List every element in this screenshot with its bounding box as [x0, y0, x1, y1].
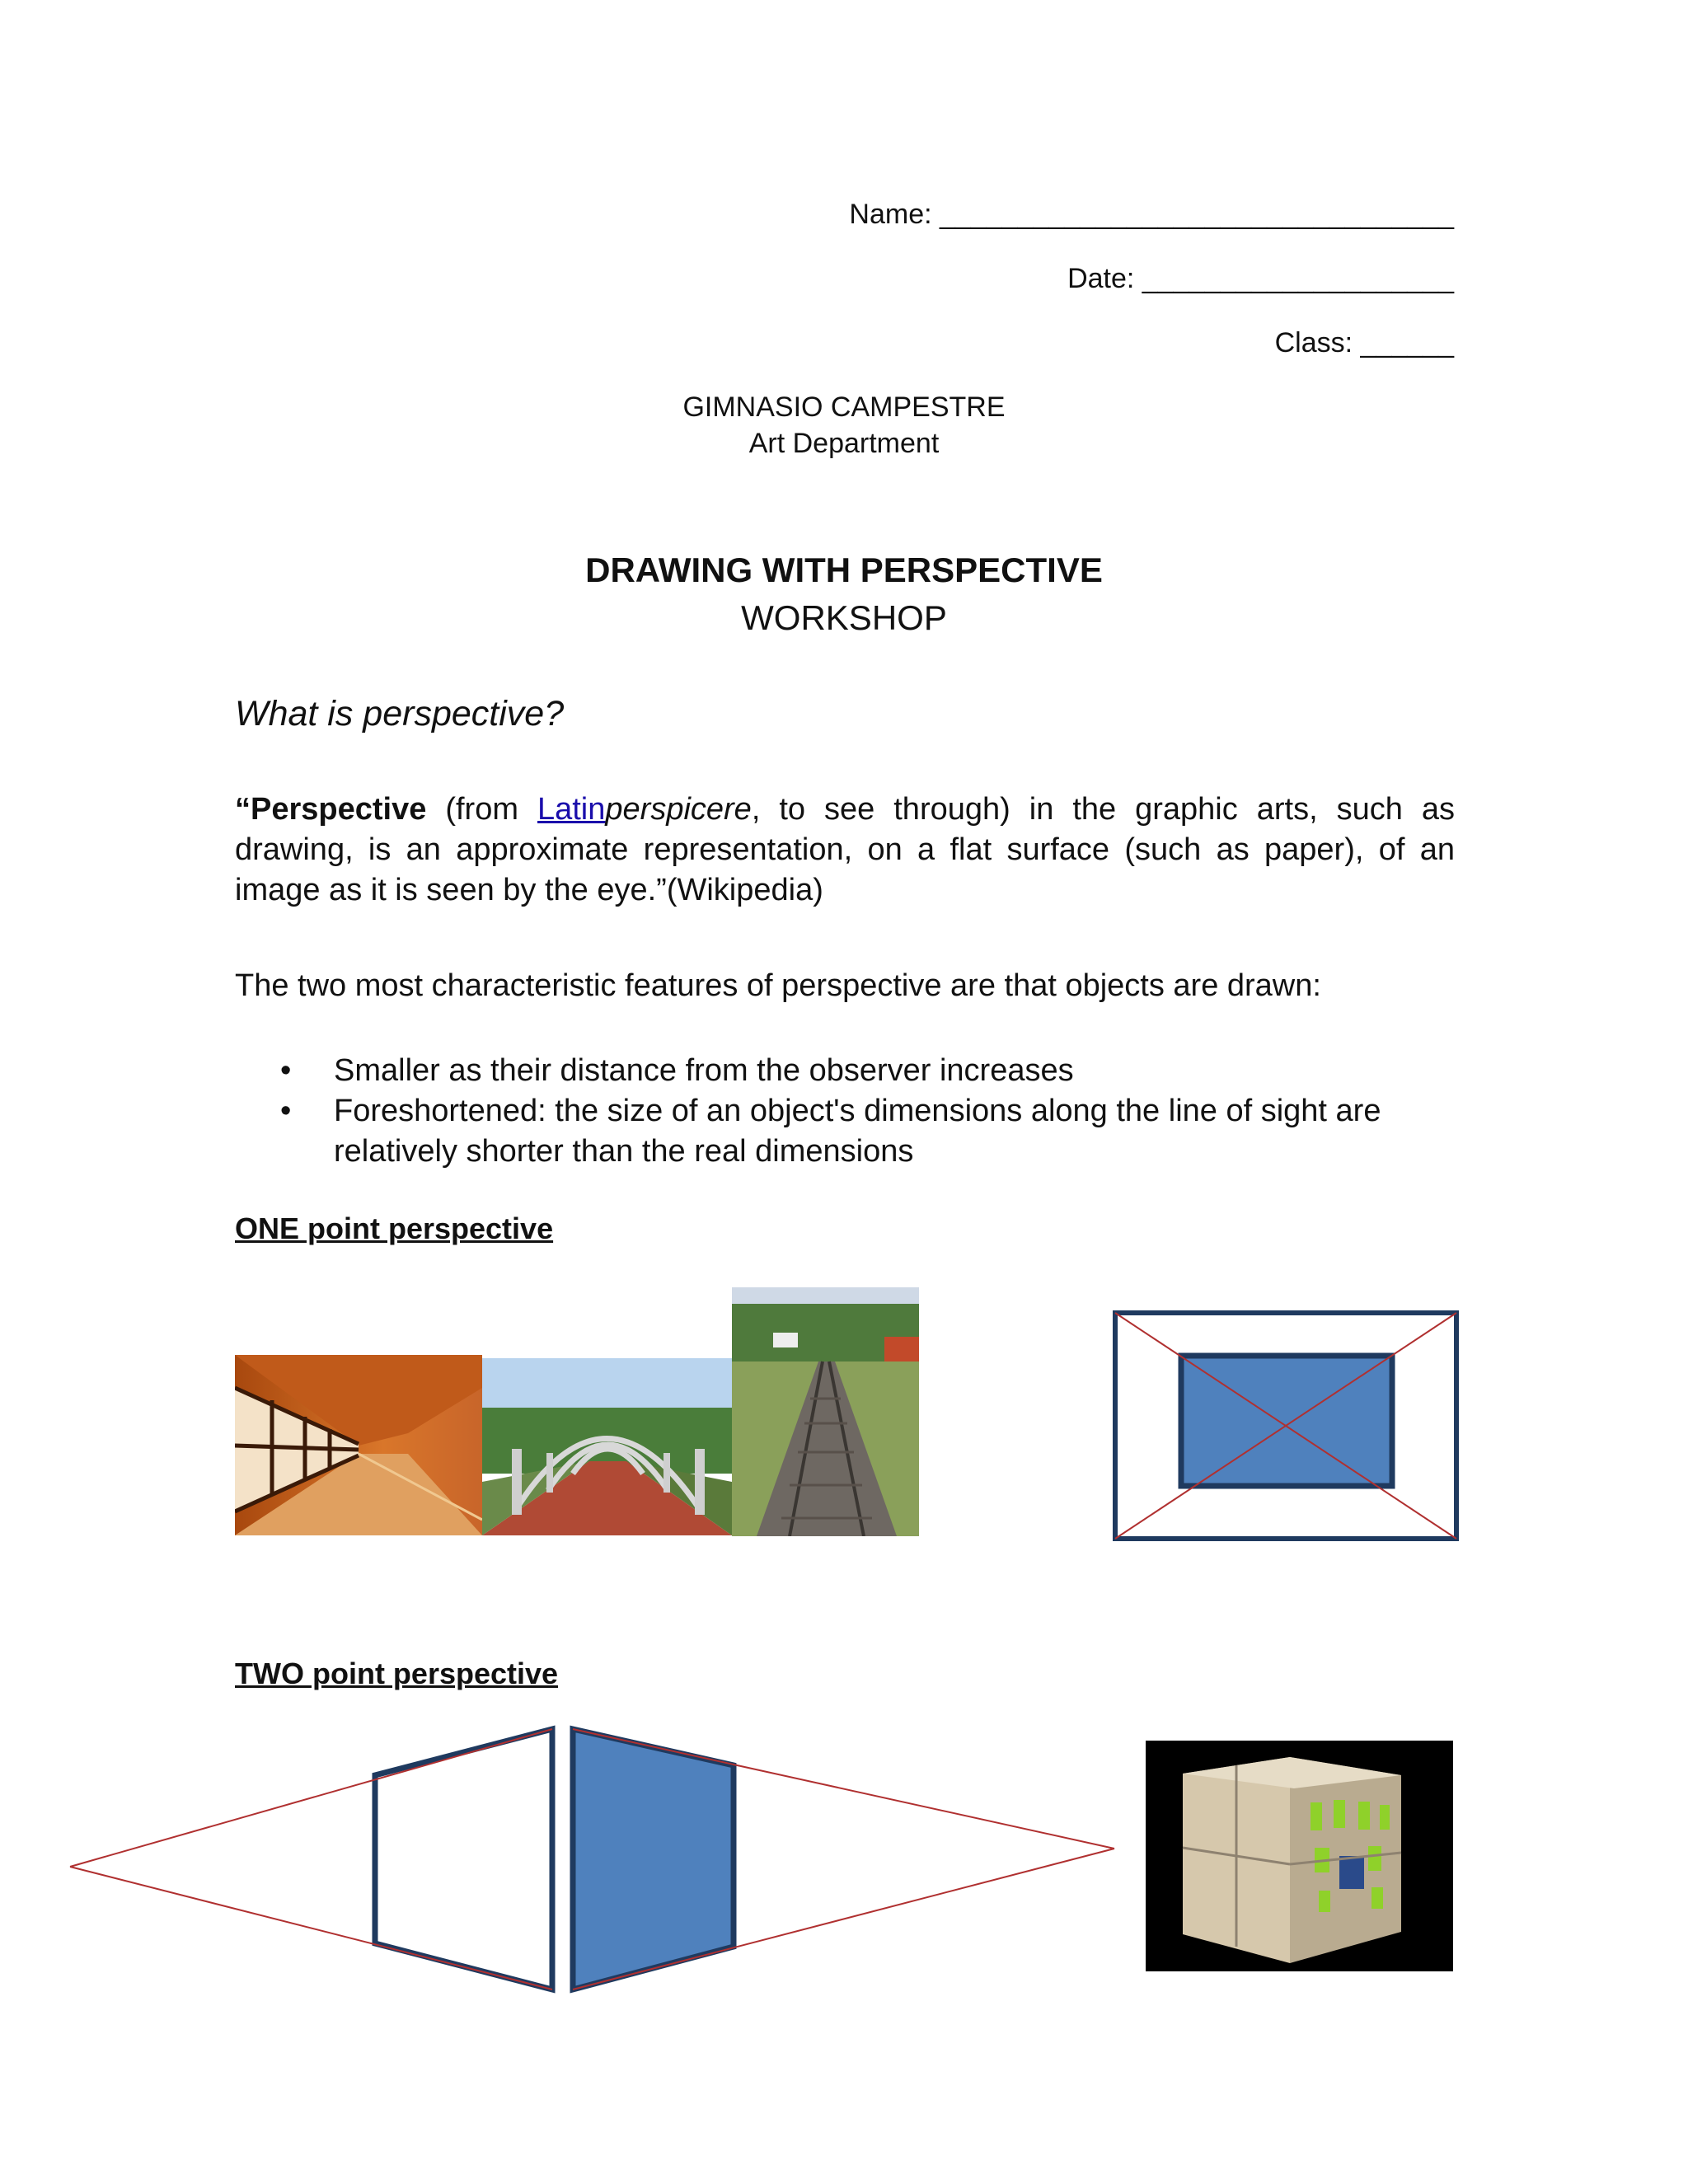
- railroad-illustration: [732, 1287, 919, 1536]
- corridor-photo: [235, 1355, 482, 1535]
- right-face: [573, 1729, 734, 1990]
- section-question: What is perspective?: [235, 694, 565, 733]
- bullet-icon: •: [280, 1053, 292, 1088]
- definition-latin-word: perspicere: [605, 792, 752, 827]
- page-subtitle: WORKSHOP: [741, 598, 947, 637]
- list-item: [235, 1091, 1430, 1172]
- building-illustration: [1146, 1741, 1453, 1971]
- name-field[interactable]: Name: _________________________________: [849, 199, 1454, 230]
- front-face: [1181, 1356, 1392, 1486]
- one-point-heading: ONE point perspective: [235, 1212, 554, 1245]
- corridor-illustration: [235, 1355, 482, 1535]
- latin-link[interactable]: Latin: [537, 792, 606, 827]
- date-field[interactable]: Date: ____________________: [1067, 263, 1454, 294]
- bullet-icon: •: [280, 1094, 292, 1128]
- page-title: DRAWING WITH PERSPECTIVE: [585, 551, 1103, 589]
- arch-illustration: [482, 1358, 732, 1535]
- feature-text: Smaller as their distance from the observer increases: [334, 1053, 1074, 1088]
- definition-rest: , to see through) in the graphic arts, such as drawing, is an approximate representation, on a flat surface (such as paper), of an image as it is seen by the eye.”(Wikipedia): [235, 792, 1455, 907]
- one-point-diagram: [1109, 1306, 1463, 1566]
- two-point-diagram: [0, 1714, 1154, 2011]
- department-name: Art Department: [748, 428, 940, 459]
- features-intro: The two most characteristic features of perspective are that objects are drawn:: [235, 968, 1321, 1003]
- arch-walkway-photo: [482, 1358, 732, 1535]
- definition-from: (from: [426, 792, 537, 827]
- list-item: [235, 1051, 1455, 1091]
- features-list: [235, 1051, 1455, 1172]
- two-point-heading: TWO point perspective: [235, 1657, 559, 1690]
- school-name: GIMNASIO CAMPESTRE: [682, 391, 1006, 423]
- railroad-photo: [732, 1287, 919, 1536]
- class-field[interactable]: Class: ______: [1274, 327, 1454, 359]
- feature-text: Foreshortened: the size of an object's dimensions along the line of sight are relatively shorter than the real dimensions: [334, 1094, 1381, 1169]
- definition-term: “Perspective: [235, 792, 427, 827]
- definition-paragraph: [235, 790, 1455, 911]
- building-photo: [1146, 1741, 1453, 1971]
